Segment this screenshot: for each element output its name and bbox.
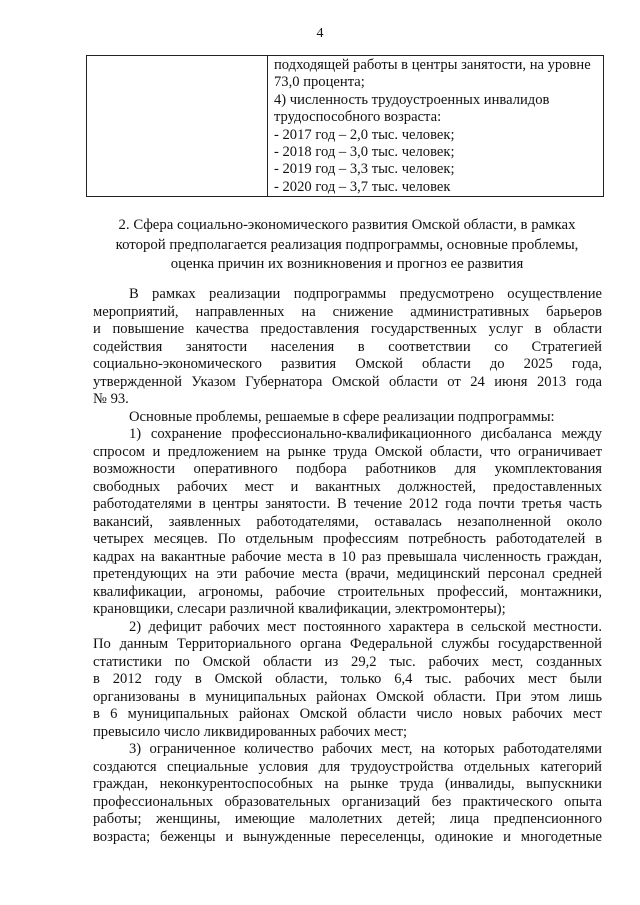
table-row bbox=[87, 56, 604, 197]
table-line: - 2018 год – 3,0 тыс. человек; bbox=[274, 144, 455, 161]
text-line: квалификации, агрономы, рабочие строительных профессий, монтажники, bbox=[93, 583, 602, 600]
table-line: трудоспособного возраста: bbox=[274, 109, 442, 126]
table-line: - 2019 год – 3,3 тыс. человек; bbox=[274, 161, 455, 178]
text-line: профессиональных образовательных организаций без практического опыта bbox=[93, 793, 602, 810]
table-line: 73,0 процента; bbox=[274, 74, 365, 91]
text-line: крановщики, слесари различной квалификации, электромонтеры); bbox=[93, 601, 506, 617]
text-line: в 2012 году в Омской области, только 6,4 тыс. рабочих мест были bbox=[93, 671, 602, 687]
table-line: - 2020 год – 3,7 тыс. человек bbox=[274, 178, 451, 195]
text-line: создаются специальные условия для трудоустройства отдельных категорий bbox=[93, 758, 602, 775]
text-line: № 93. bbox=[93, 391, 129, 407]
text-line: По данным Территориального органа Федеральной службы государственной bbox=[93, 636, 602, 652]
table-cell-empty bbox=[87, 56, 268, 197]
text-line: В рамках реализации подпрограммы предусмотрено осуществление bbox=[129, 286, 602, 302]
section-title bbox=[92, 216, 602, 275]
paragraph-problem-2 bbox=[93, 619, 602, 742]
text-line: спросом и предложением на рынке труда Омской области, что ограничивает bbox=[93, 443, 602, 460]
text-line: и повышение качества предоставления государственных услуг в области bbox=[93, 321, 602, 337]
text-line: организованы в муниципальных районах Омской области. При этом лишь bbox=[93, 688, 602, 705]
text-line: 3) ограниченное количество рабочих мест, на которых работодателями bbox=[129, 741, 602, 757]
text-line: 1) сохранение профессионально-квалификационного дисбаланса между bbox=[129, 426, 602, 442]
paragraph-problem-3 bbox=[93, 741, 602, 846]
text-line: утвержденной Указом Губернатора Омской области от 24 июня 2013 года bbox=[93, 373, 602, 390]
section-title-line: которой предполагается реализация подпрограммы, основные проблемы, bbox=[115, 236, 579, 253]
text-line: свободных рабочих мест и вакантных должностей, предоставленных bbox=[93, 478, 602, 495]
text-line: возраста; беженцы и вынужденные переселенцы, одинокие и многодетные bbox=[93, 828, 602, 845]
continuation-table bbox=[86, 55, 604, 197]
section-title-line: 2. Сфера социально-экономического развития Омской области, в рамках bbox=[118, 217, 576, 233]
text-line: кадрах на вакантные рабочие места в 10 раз превышала численность граждан, bbox=[93, 548, 602, 565]
text-line: граждан, неконкурентоспособных на рынке труда (инвалиды, выпускники bbox=[93, 776, 602, 792]
text-line: работодателями в центры занятости. В течение 2012 года почти третья часть bbox=[93, 496, 602, 512]
body-text bbox=[93, 286, 602, 846]
text-line: четырех месяцев. По отдельным профессиям потребность работодателей в bbox=[93, 531, 602, 547]
text-line: содействия занятости населения в соответствии со Стратегией bbox=[93, 338, 602, 355]
paragraph-problem-1 bbox=[93, 426, 602, 619]
table-line: 4) численность трудоустроенных инвалидов bbox=[274, 91, 550, 108]
text-line: социально-экономического развития Омской области до 2025 года, bbox=[93, 356, 602, 372]
text-line: возможности оперативного подбора работников для укомплектования bbox=[93, 461, 602, 477]
text-line: работы; женщины, имеющие малолетних детей; лица предпенсионного bbox=[93, 811, 602, 827]
page-number: 4 bbox=[316, 26, 324, 41]
paragraph-intro bbox=[93, 286, 602, 409]
table-cell-targets bbox=[268, 56, 604, 197]
text-line: Основные проблемы, решаемые в сфере реализации подпрограммы: bbox=[129, 408, 555, 425]
text-line: статистики по Омской области из 29,2 тыс. рабочих мест, созданных bbox=[93, 653, 602, 670]
table-line: подходящей работы в центры занятости, на уровне bbox=[274, 57, 591, 73]
text-line: мероприятий, направленных на снижение административных барьеров bbox=[93, 303, 602, 320]
text-line: претендующих на эти рабочие места (врачи, медицинский персонал средней bbox=[93, 566, 602, 582]
paragraph-problems-heading bbox=[93, 409, 602, 427]
text-line: 2) дефицит рабочих мест постоянного характера в сельской местности. bbox=[129, 618, 602, 635]
text-line: вакансий, заявленных работодателями, оставалась незаполненной около bbox=[93, 513, 602, 530]
text-line: превысило число ликвидированных рабочих мест; bbox=[93, 723, 408, 740]
section-title-line: оценка причин их возникновения и прогноз ее развития bbox=[170, 256, 524, 272]
text-line: в 6 муниципальных районах Омской области число новых рабочих мест bbox=[93, 706, 602, 722]
table-line: - 2017 год – 2,0 тыс. человек; bbox=[274, 126, 455, 143]
